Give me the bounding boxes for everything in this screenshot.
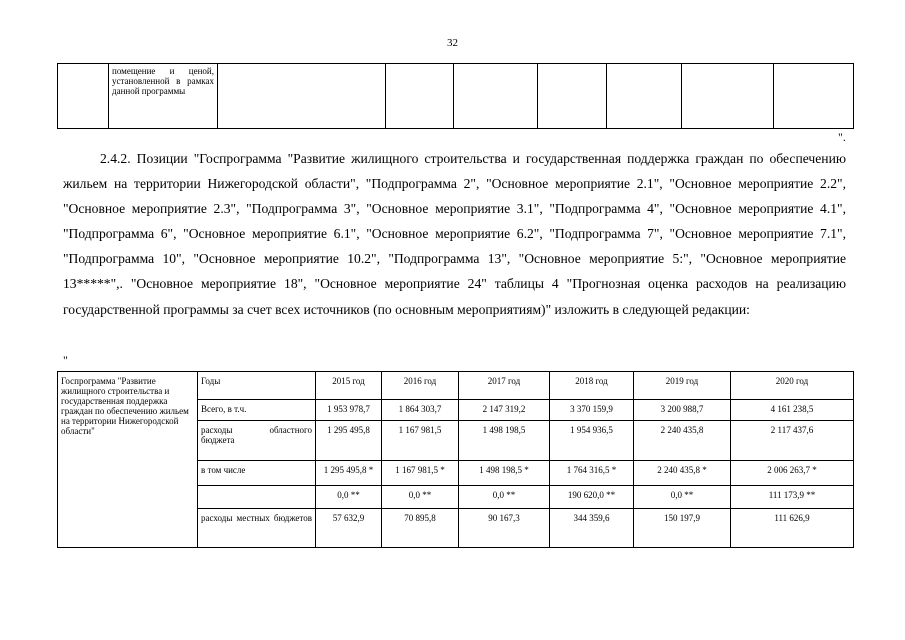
row-label: в том числе <box>198 461 316 486</box>
table-cell: 0,0 ** <box>382 486 459 509</box>
table-cell: 1 498 198,5 <box>459 421 550 461</box>
header-label: Годы <box>198 372 316 400</box>
table-cell: 1 167 981,5 <box>382 421 459 461</box>
table-cell: 1 498 198,5 * <box>459 461 550 486</box>
table-cell: 1 295 495,8 <box>316 421 382 461</box>
table-cell <box>109 64 218 129</box>
table-cell: 2 117 437,6 <box>731 421 854 461</box>
table-cell: 70 895,8 <box>382 509 459 548</box>
table-cell: 90 167,3 <box>459 509 550 548</box>
table-cell: 1 167 981,5 * <box>382 461 459 486</box>
paragraph-text: 2.4.2. Позиции "Госпрограмма "Развитие жилищного строительства и государственная поддержка граждан по обеспечению жильем на территории Нижегородской области", "Подпрограмма 2", "Основное мероприятие 2.1", "Основное мероприятие 2.2", "Основное мероприятие 2.3", "Подпрограмма 3", "Основное мероприятие 3.1", "Подпрограмма 4", "Основное мероприятие 4.1", "Подпрограмма 6", "Основное мероприятие 6.1", "Основное мероприятие 6.2", "Подпрограмма 7", "Основное мероприятие 7.1", "Подпрограмма 10", "Основное мероприятие 10.2", "Подпрограмма 13", "Основное мероприятие 5:", "Основное мероприятие 13*****",. "Основное мероприятие 18", "Основное мероприятие 24" таблицы 4 "Прогнозная оценка расходов на реализацию государственной программы за счет всех источников (по основным мероприятиям)" изложить в следующей редакции: <box>63 151 846 317</box>
table-cell <box>454 64 538 129</box>
year-header: 2020 год <box>731 372 854 400</box>
table-cell <box>58 64 109 129</box>
table-cell: 2 006 263,7 * <box>731 461 854 486</box>
table-cell <box>538 64 607 129</box>
opening-quote: " <box>63 353 68 367</box>
table-cell <box>218 64 386 129</box>
table-cell: 57 632,9 <box>316 509 382 548</box>
table-cell: 1 764 316,5 * <box>550 461 634 486</box>
year-header: 2019 год <box>634 372 731 400</box>
table-cell <box>607 64 682 129</box>
table-cell <box>682 64 774 129</box>
amendment-paragraph <box>63 146 846 322</box>
table-cell: 0,0 ** <box>459 486 550 509</box>
table-cell: 2 147 319,2 <box>459 400 550 421</box>
table-cell: 4 161 238,5 <box>731 400 854 421</box>
table-cell: 0,0 ** <box>316 486 382 509</box>
table-cell <box>386 64 454 129</box>
previous-table-fragment <box>57 63 854 129</box>
table-cell: 1 954 936,5 <box>550 421 634 461</box>
table-header-row <box>58 372 854 400</box>
table-cell: 190 620,0 ** <box>550 486 634 509</box>
program-name-cell: Госпрограмма "Развитие жилищного строительства и государственная поддержка граждан по обеспечению жильем на территории Нижегородской области" <box>58 372 198 548</box>
table-cell: 3 200 988,7 <box>634 400 731 421</box>
year-header: 2017 год <box>459 372 550 400</box>
table-cell: 150 197,9 <box>634 509 731 548</box>
table-cell: 0,0 ** <box>634 486 731 509</box>
table-cell: 2 240 435,8 * <box>634 461 731 486</box>
closing-quote: ". <box>838 130 846 144</box>
table-cell: 1 953 978,7 <box>316 400 382 421</box>
table-cell: 2 240 435,8 <box>634 421 731 461</box>
row-label <box>198 486 316 509</box>
table-cell: 111 626,9 <box>731 509 854 548</box>
table-cell: 1 295 495,8 * <box>316 461 382 486</box>
table-cell <box>774 64 854 129</box>
year-header: 2015 год <box>316 372 382 400</box>
table-cell: 344 359,6 <box>550 509 634 548</box>
fragment-text: помещение и ценой, установленной в рамках данной программы <box>112 66 214 96</box>
table-cell: 1 864 303,7 <box>382 400 459 421</box>
table-cell: 111 173,9 ** <box>731 486 854 509</box>
year-header: 2016 год <box>382 372 459 400</box>
expenses-table <box>57 371 854 548</box>
table-cell: 3 370 159,9 <box>550 400 634 421</box>
page-number: 32 <box>447 37 458 49</box>
year-header: 2018 год <box>550 372 634 400</box>
row-label: расходы областного бюджета <box>198 421 316 461</box>
row-label: Всего, в т.ч. <box>198 400 316 421</box>
row-label: расходы местных бюджетов <box>198 509 316 548</box>
